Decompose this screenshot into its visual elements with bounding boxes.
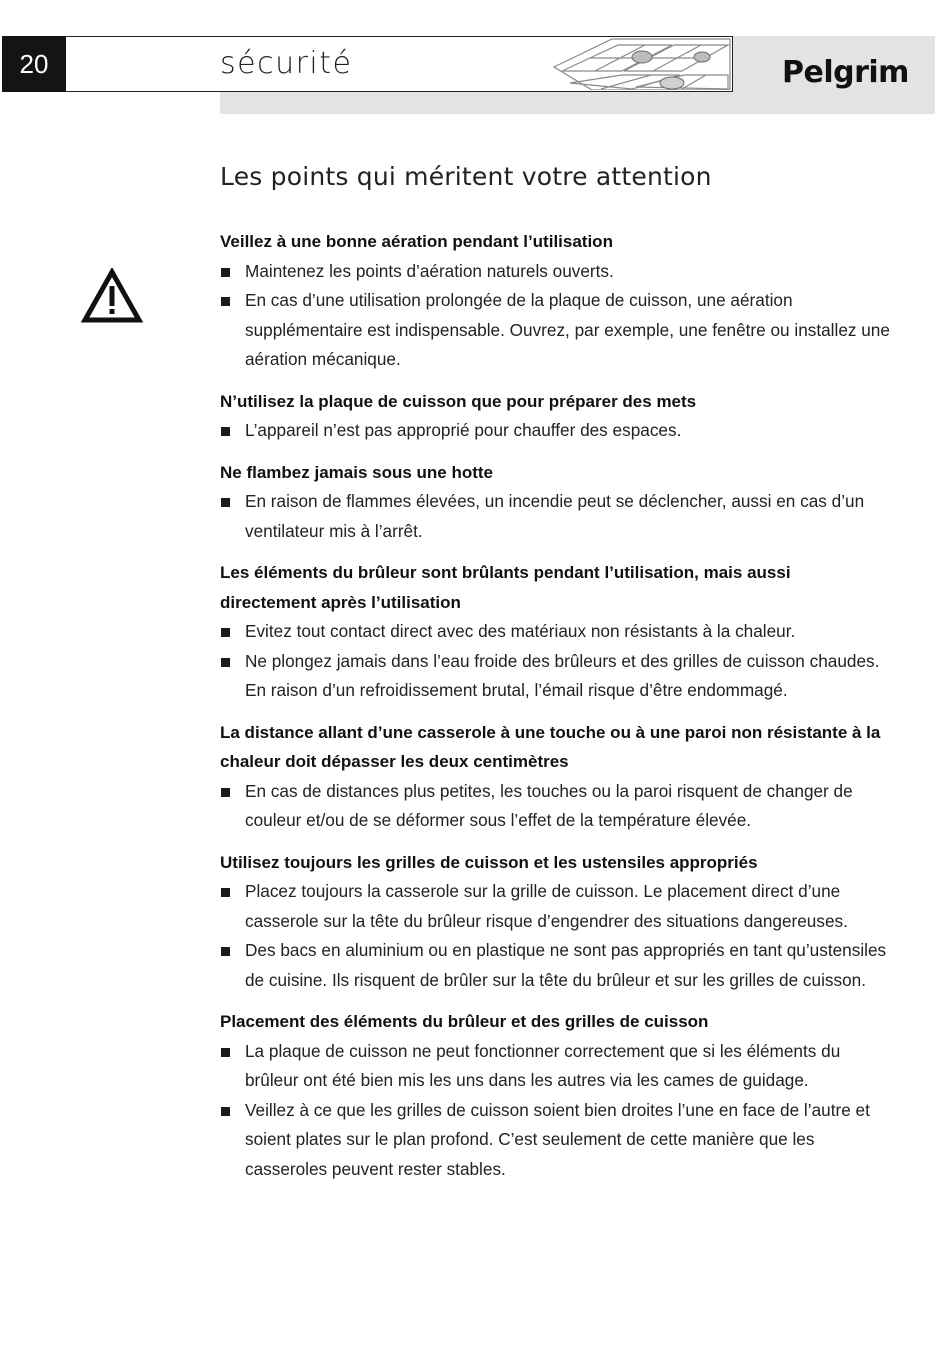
bullet-text: Placez toujours la casserole sur la grille de cuisson. Le placement direct d’une casserole sur la tête du brûleur risque d’engendrer des situations dangereuses. — [245, 881, 848, 931]
list-item — [220, 416, 890, 446]
bullet-square-icon — [221, 788, 230, 797]
block-title: Placement des éléments du brûleur et des grilles de cuisson — [220, 1012, 709, 1031]
bullet-text: Maintenez les points d’aération naturels ouverts. — [245, 260, 614, 281]
bullet-text: En raison de flammes élevées, un incendie peut se déclencher, aussi en cas d’un ventilateur mis à l’arrêt. — [245, 491, 865, 541]
list-item — [220, 286, 890, 375]
block-title: La distance allant d’une casserole à une touche ou à une paroi non résistante à la chaleur doit dépasser les deux centimètres — [220, 722, 881, 771]
block-title: Veillez à une bonne aération pendant l’utilisation — [220, 232, 613, 251]
list-item — [220, 617, 890, 647]
block-title: N’utilisez la plaque de cuisson que pour préparer des mets — [220, 391, 697, 411]
page-number: 20 — [2, 36, 66, 92]
bullet-text: L’appareil n’est pas approprié pour chauffer des espaces. — [245, 420, 682, 440]
bullet-square-icon — [221, 658, 230, 667]
bullet-square-icon — [221, 427, 230, 436]
safety-block — [220, 227, 890, 375]
block-title: Utilisez toujours les grilles de cuisson et les ustensiles appropriés — [220, 852, 758, 872]
safety-block — [220, 387, 890, 446]
warning-triangle-icon — [81, 268, 143, 324]
bullet-square-icon — [221, 268, 230, 277]
hob-grid-illustration — [552, 37, 732, 90]
block-title: Les éléments du brûleur sont brûlants pendant l’utilisation, mais aussi directement après l’utilisation — [220, 563, 791, 612]
block-title: Ne flambez jamais sous une hotte — [220, 462, 494, 482]
list-item — [220, 647, 890, 706]
safety-block — [220, 558, 890, 706]
list-item — [220, 777, 890, 836]
bullet-text: Veillez à ce que les grilles de cuisson soient bien droites l’une en face de l’autre et soient plates sur le plan profond. C’est seulement de cette manière que les casseroles peuvent rester stables. — [245, 1099, 870, 1179]
list-item — [220, 487, 890, 546]
bullet-text: En cas de distances plus petites, les touches ou la paroi risquent de changer de couleur et/ou de se déformer sous l’effet de la température élevée. — [245, 780, 853, 830]
safety-content — [220, 227, 890, 1196]
list-item — [220, 936, 890, 995]
brand-logo: Pelgrim — [782, 55, 909, 90]
safety-block — [220, 1007, 890, 1184]
bullet-square-icon — [221, 498, 230, 507]
bullet-text: Evitez tout contact direct avec des matériaux non résistants à la chaleur. — [245, 621, 796, 641]
bullet-square-icon — [221, 1048, 230, 1057]
bullet-text: La plaque de cuisson ne peut fonctionner correctement que si les éléments du brûleur ont été bien mis les uns dans les autres via les cames de guidage. — [245, 1040, 841, 1090]
bullet-square-icon — [221, 297, 230, 306]
bullet-square-icon — [221, 628, 230, 637]
bullet-square-icon — [221, 1107, 230, 1116]
safety-block — [220, 458, 890, 547]
section-heading: Les points qui méritent votre attention — [220, 162, 712, 191]
list-item — [220, 1096, 890, 1185]
bullet-text: En cas d’une utilisation prolongée de la plaque de cuisson, une aération supplémentaire est indispensable. Ouvrez, par exemple, une fenêtre ou installez une aération mécanique. — [245, 290, 890, 369]
list-item — [220, 1037, 890, 1096]
bullet-square-icon — [221, 947, 230, 956]
bullet-square-icon — [221, 888, 230, 897]
safety-block — [220, 848, 890, 996]
bullet-text: Ne plongez jamais dans l’eau froide des brûleurs et des grilles de cuisson chaudes. En raison d’un refroidissement brutal, l’émail risque d’être endommagé. — [245, 650, 880, 700]
bullet-text: Des bacs en aluminium ou en plastique ne sont pas appropriés en tant qu’ustensiles de cuisine. Ils risquent de brûler sur la tête du brûleur et sur les grilles de cuisson. — [245, 940, 887, 990]
page-title: sécurité — [220, 46, 353, 81]
list-item — [220, 257, 890, 287]
list-item — [220, 877, 890, 936]
safety-block — [220, 718, 890, 836]
